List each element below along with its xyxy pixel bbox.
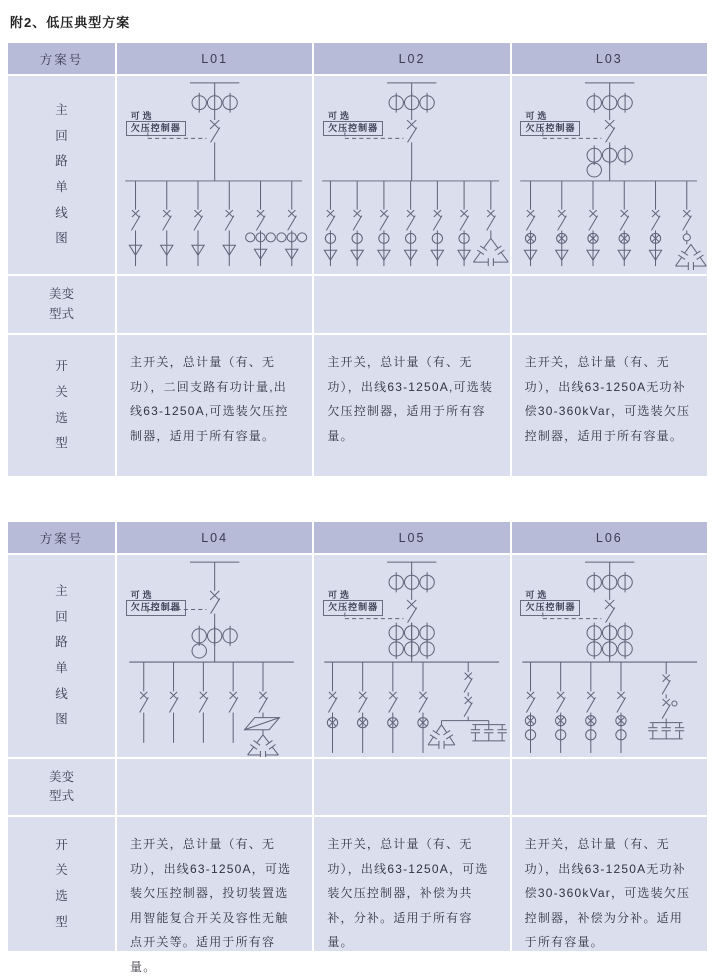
undervoltage-controller-box: 欠压控制器 bbox=[126, 121, 186, 137]
transformer-type-cell-l04 bbox=[117, 759, 312, 815]
undervoltage-controller-box: 欠压控制器 bbox=[323, 600, 383, 616]
row-header-switch-selection bbox=[8, 335, 115, 476]
row-label: 主回路单线图 bbox=[55, 103, 68, 246]
transformer-type-cell-l06 bbox=[512, 759, 707, 815]
single-line-diagram bbox=[117, 76, 312, 274]
row-label: 开关选型 bbox=[55, 837, 68, 929]
switch-selection-text-l04: 主开关，总计量（有、无功），出线63-1250A，可选装欠压控制器，投切装置选用智能复合开关及容性无触点开关等。适用于所有容量。 bbox=[117, 817, 312, 951]
transformer-type-cell-l05 bbox=[314, 759, 509, 815]
row-label: 开关选型 bbox=[55, 359, 68, 451]
undervoltage-controller-box: 欠压控制器 bbox=[323, 121, 383, 137]
page-title: 附2、低压典型方案 bbox=[10, 15, 131, 30]
row-header-main-circuit bbox=[8, 76, 115, 274]
transformer-type-cell-l01 bbox=[117, 276, 312, 333]
scheme-id-l02: L02 bbox=[314, 43, 509, 74]
switch-selection-text-l01: 主开关，总计量（有、无功），二回支路有功计量,出线63-1250A,可选装欠压控制器，适用于所有容量。 bbox=[117, 335, 312, 476]
switch-selection-text-l06: 主开关，总计量（有、无功），出线63-1250A无功补偿30-360kVar，可选装欠压控制器，补偿为分补。适用于所有容量。 bbox=[512, 817, 707, 951]
transformer-type-cell-l03 bbox=[512, 276, 707, 333]
single-line-diagram bbox=[314, 555, 509, 757]
scheme-id-l05: L05 bbox=[314, 522, 509, 553]
switch-selection-text-l05: 主开关，总计量（有、无功），出线63-1250A，可选装欠压控制器，补偿为共补，分补。适用于所有容量。 bbox=[314, 817, 509, 951]
undervoltage-controller-box: 欠压控制器 bbox=[520, 600, 580, 616]
scheme-table-2 bbox=[8, 522, 707, 974]
diagram-cell-l05 bbox=[314, 555, 509, 757]
row-label: 美变型式 bbox=[48, 769, 74, 803]
single-line-diagram bbox=[512, 555, 707, 757]
row-header-scheme-no: 方案号 bbox=[8, 43, 115, 74]
optional-label: 可选 bbox=[328, 590, 353, 601]
scheme-id-l04: L04 bbox=[117, 522, 312, 553]
single-line-diagram bbox=[512, 76, 707, 274]
single-line-diagram bbox=[117, 555, 312, 757]
row-header-scheme-no: 方案号 bbox=[8, 522, 115, 553]
diagram-cell-l02 bbox=[314, 76, 509, 274]
diagram-cell-l06 bbox=[512, 555, 707, 757]
diagram-cell-l01 bbox=[117, 76, 312, 274]
transformer-type-cell-l02 bbox=[314, 276, 509, 333]
optional-label: 可选 bbox=[525, 110, 550, 121]
scheme-id-l01: L01 bbox=[117, 43, 312, 74]
single-line-diagram bbox=[314, 76, 509, 274]
switch-selection-text-l02: 主开关，总计量（有、无功），出线63-1250A,可选装欠压控制器，适用于所有容量。 bbox=[314, 335, 509, 476]
optional-label: 可选 bbox=[130, 110, 155, 121]
scheme-id-l06: L06 bbox=[512, 522, 707, 553]
optional-label: 可选 bbox=[328, 110, 353, 121]
diagram-cell-l03 bbox=[512, 76, 707, 274]
row-header-switch-selection bbox=[8, 817, 115, 951]
row-label: 美变型式 bbox=[48, 287, 74, 321]
diagram-cell-l04 bbox=[117, 555, 312, 757]
row-label: 主回路单线图 bbox=[55, 584, 68, 727]
optional-label: 可选 bbox=[130, 590, 155, 601]
row-header-main-circuit bbox=[8, 555, 115, 757]
undervoltage-controller-box: 欠压控制器 bbox=[126, 600, 186, 616]
row-header-transformer-type bbox=[8, 759, 115, 815]
scheme-table-1 bbox=[8, 43, 707, 476]
switch-selection-text-l03: 主开关，总计量（有、无功），出线63-1250A无功补偿30-360kVar，可选装欠压控制器，适用于所有容量。 bbox=[512, 335, 707, 476]
optional-label: 可选 bbox=[525, 590, 550, 601]
row-header-transformer-type bbox=[8, 276, 115, 333]
undervoltage-controller-box: 欠压控制器 bbox=[520, 121, 580, 137]
scheme-id-l03: L03 bbox=[512, 43, 707, 74]
